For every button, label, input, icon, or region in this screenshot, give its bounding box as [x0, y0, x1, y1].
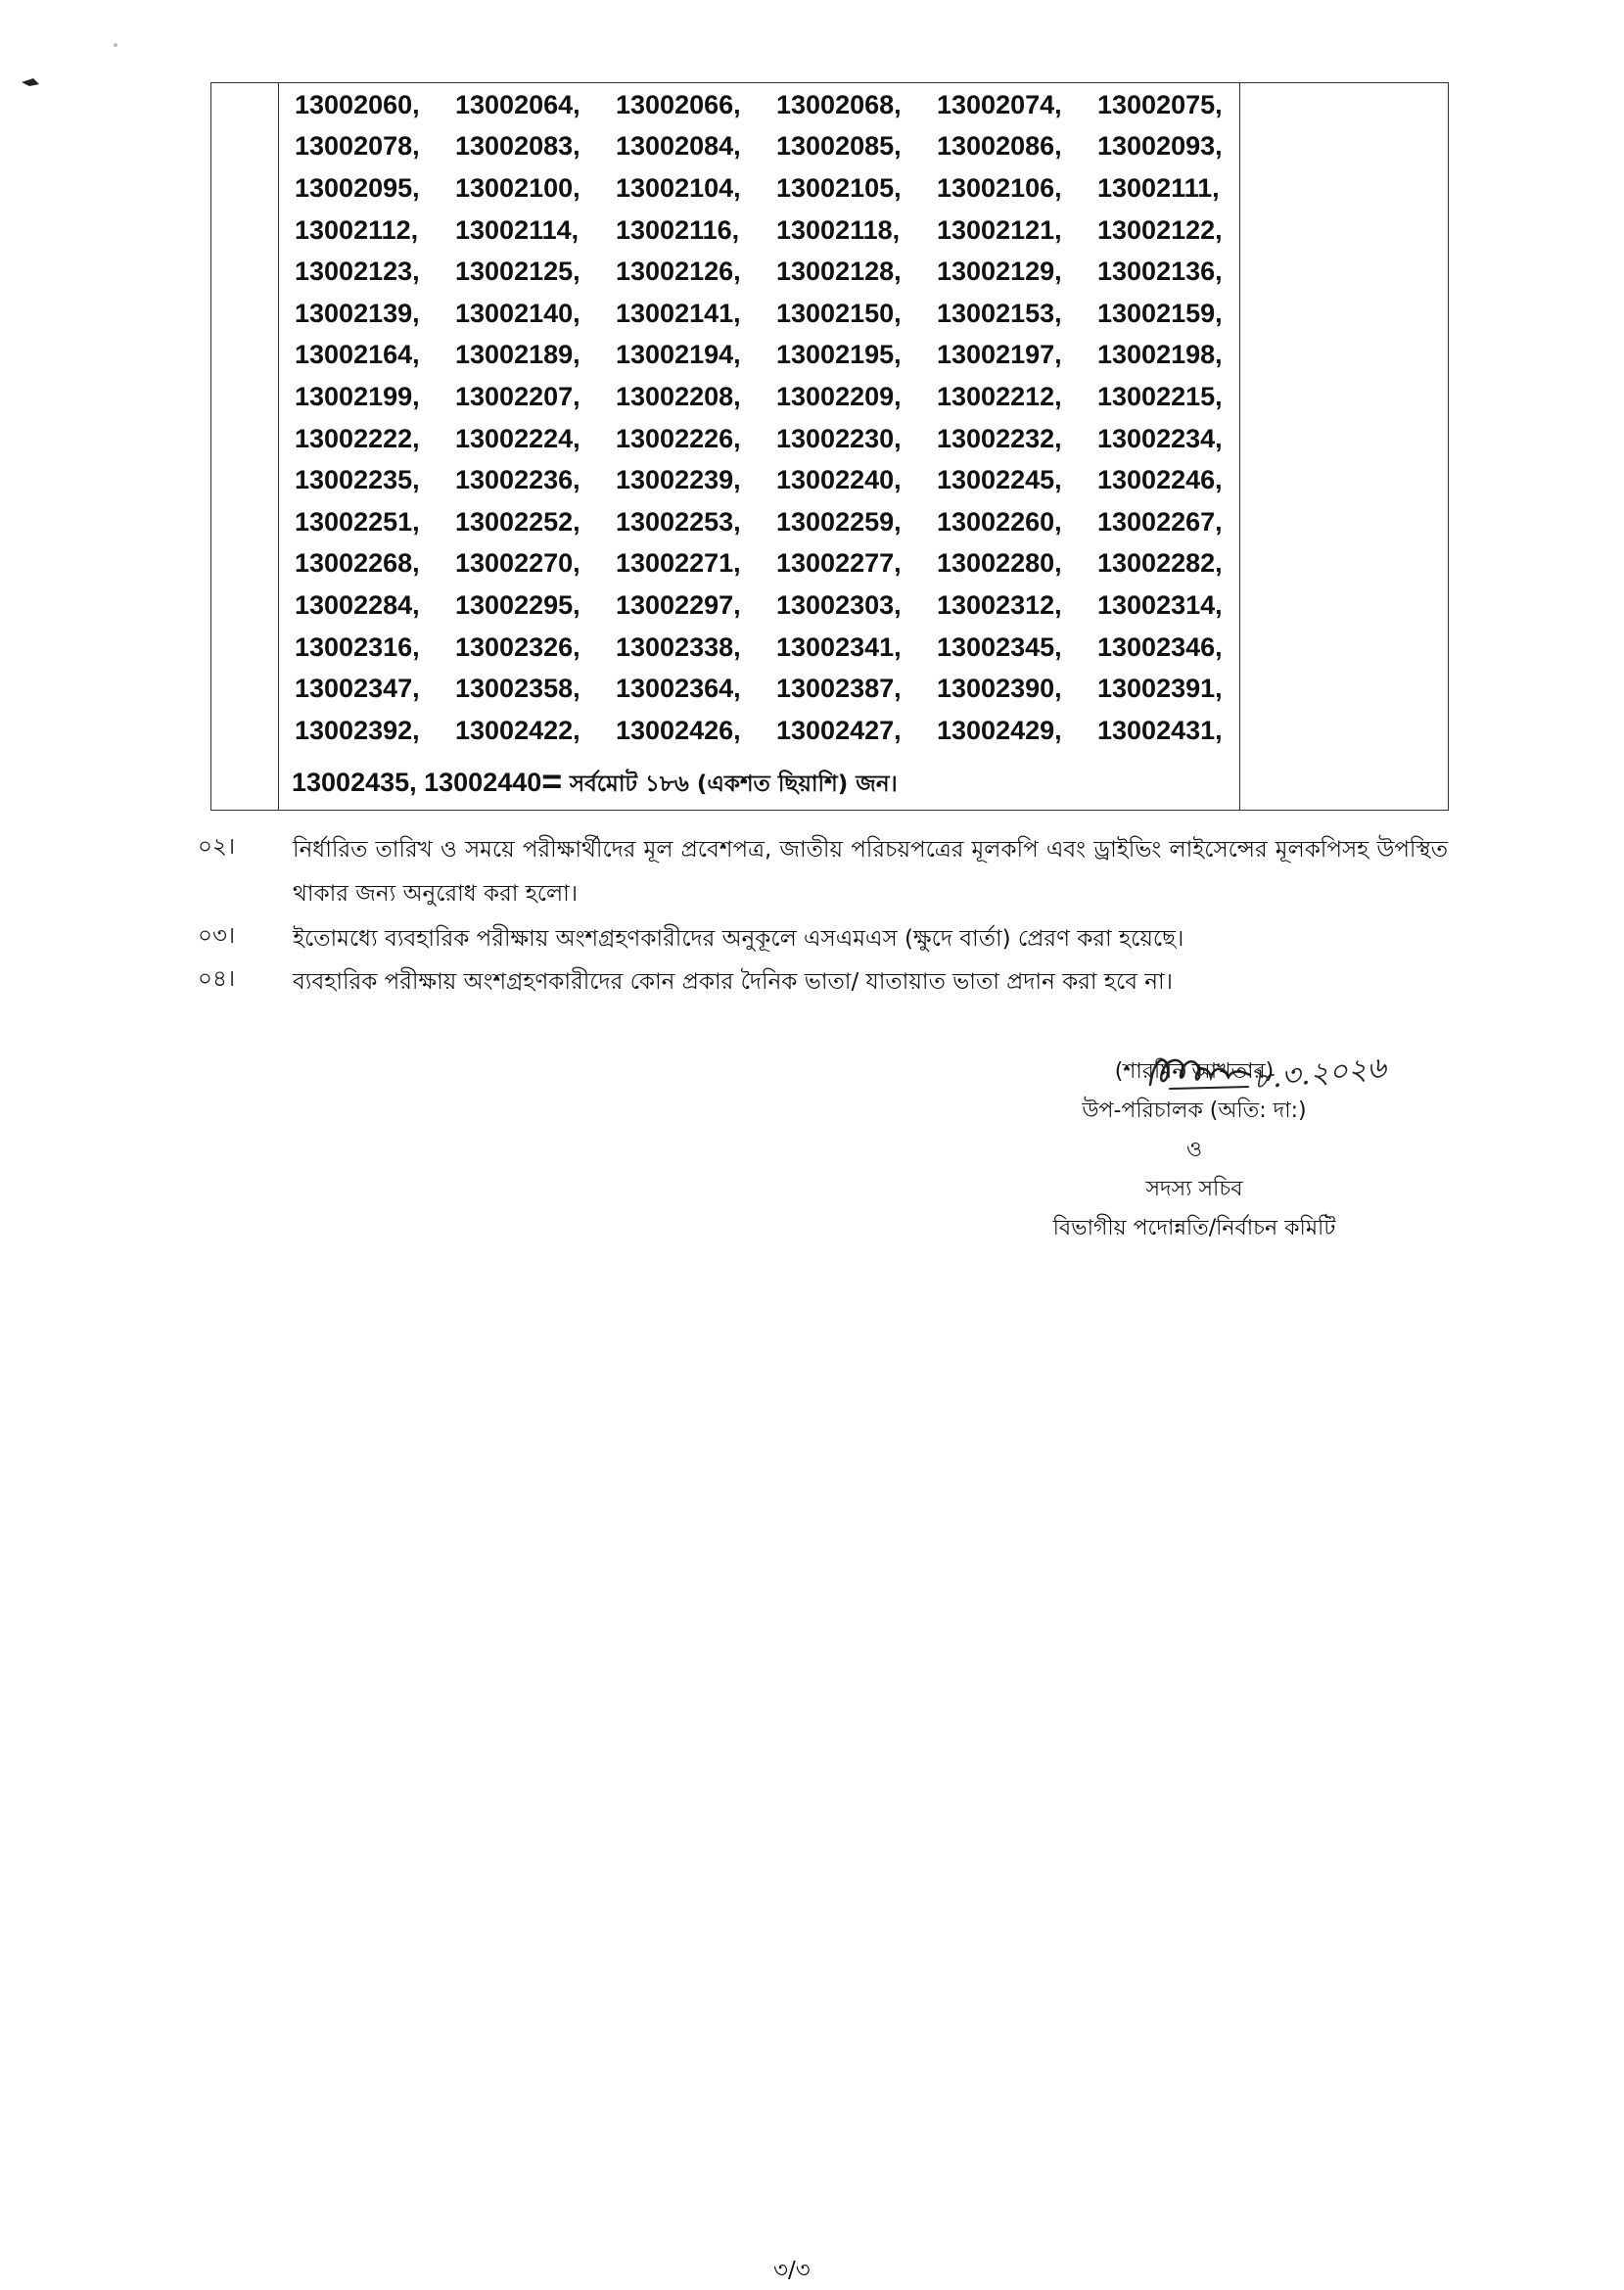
- roll-number-cell: 13002232,: [937, 423, 1062, 453]
- roll-number-cell: 13002234,: [1097, 423, 1223, 453]
- roll-number-cell: 13002207,: [455, 381, 580, 411]
- roll-number-cell: 13002392,: [295, 715, 420, 745]
- roll-number-cell: 13002303,: [776, 589, 902, 620]
- signature-date: ৮.৩.২০২৬: [1251, 1051, 1388, 1097]
- clause-number: ০৪।: [198, 966, 236, 992]
- roll-number-cell: 13002164,: [295, 340, 420, 370]
- roll-number-cell: 13002358,: [455, 674, 580, 704]
- roll-number-cell: 13002431,: [1097, 715, 1223, 745]
- roll-number-cell: 13002198,: [1097, 340, 1223, 370]
- signatory-role: সদস্য সচিব: [1145, 1177, 1243, 1201]
- total-summary: সর্বমোট ১৮৬ (একশত ছিয়াশি) জন।: [569, 771, 898, 797]
- roll-number-cell: 13002100,: [455, 172, 580, 203]
- roll-number-cell: 13002282,: [1097, 548, 1223, 579]
- roll-number-cell: 13002252,: [455, 506, 580, 537]
- roll-number-cell: 13002271,: [616, 548, 741, 579]
- roll-number-cell: 13002139,: [295, 298, 420, 328]
- page-number: ৩/৩: [773, 2258, 811, 2283]
- roll-number-cell: 13002277,: [776, 548, 902, 579]
- signature-block: [979, 1052, 1410, 1248]
- roll-number-cell: 13002111,: [1097, 172, 1220, 203]
- roll-number-cell: 13002316,: [295, 631, 420, 662]
- signatory-designation: উপ-পরিচালক (অতি: দা:): [1082, 1098, 1307, 1123]
- roll-number-cell: 13002236,: [455, 465, 580, 495]
- roll-number-cell: 13002426,: [616, 715, 741, 745]
- signatory-name: (শারমিন আখতার): [1114, 1059, 1275, 1084]
- roll-number-cell: 13002246,: [1097, 465, 1223, 495]
- roll-number-cell: 13002129,: [937, 257, 1062, 287]
- scan-speck: [114, 43, 117, 47]
- roll-number-cell: 13002116,: [616, 214, 740, 245]
- roll-number-cell: 13002112,: [295, 214, 419, 245]
- roll-number-cell: 13002199,: [295, 381, 420, 411]
- roll-number-cell: 13002066,: [616, 89, 741, 119]
- roll-number-cell: 13002136,: [1097, 257, 1223, 287]
- roll-number-cell: 13002239,: [616, 465, 741, 495]
- roll-number-cell: 13002280,: [937, 548, 1062, 579]
- roll-number-cell: 13002189,: [455, 340, 580, 370]
- roll-number-cell: 13002086,: [937, 131, 1062, 162]
- roll-number-cell: 13002153,: [937, 298, 1062, 328]
- roll-number-cell: 13002126,: [616, 257, 741, 287]
- roll-number-cell: 13002121,: [937, 214, 1062, 245]
- roll-number-cell: 13002150,: [776, 298, 902, 328]
- roll-number-grid: [295, 83, 1264, 752]
- roll-number-cell: 13002106,: [937, 172, 1062, 203]
- roll-number-cell: 13002230,: [776, 423, 902, 453]
- signatory-conjunction: ও: [1185, 1138, 1203, 1162]
- roll-number-cell: 13002074,: [937, 89, 1062, 119]
- roll-number-cell: 13002267,: [1097, 506, 1223, 537]
- table-column-divider: [278, 83, 279, 810]
- roll-number-cell: 13002195,: [776, 340, 902, 370]
- roll-number-cell: 13002093,: [1097, 131, 1223, 162]
- roll-number-cell: 13002197,: [937, 340, 1062, 370]
- roll-number-cell: 13002209,: [776, 381, 902, 411]
- roll-number-cell: 13002078,: [295, 131, 420, 162]
- clause-number: ০২।: [198, 834, 236, 860]
- roll-number-cell: 13002114,: [455, 214, 580, 245]
- roll-number-cell: 13002245,: [937, 465, 1062, 495]
- last-roll-numbers: 13002435, 13002440: [292, 768, 542, 797]
- roll-number-cell: 13002345,: [937, 631, 1062, 662]
- roll-number-cell: 13002194,: [616, 340, 741, 370]
- roll-number-cell: 13002068,: [776, 89, 902, 119]
- roll-number-cell: 13002284,: [295, 589, 420, 620]
- roll-number-cell: 13002083,: [455, 131, 580, 162]
- equals-sign: =: [541, 761, 563, 801]
- committee-name: বিভাগীয় পদোন্নতি/নির্বাচন কমিটি: [1052, 1216, 1336, 1240]
- roll-number-cell: 13002215,: [1097, 381, 1223, 411]
- roll-number-cell: 13002240,: [776, 465, 902, 495]
- roll-number-cell: 13002297,: [616, 589, 741, 620]
- roll-number-cell: 13002084,: [616, 131, 741, 162]
- roll-number-cell: 13002364,: [616, 674, 741, 704]
- roll-number-cell: 13002064,: [455, 89, 580, 119]
- roll-number-cell: 13002104,: [616, 172, 741, 203]
- roll-number-cell: 13002226,: [616, 423, 741, 453]
- roll-number-cell: 13002235,: [295, 465, 420, 495]
- roll-number-cell: 13002141,: [616, 298, 741, 328]
- roll-number-cell: 13002390,: [937, 674, 1062, 704]
- roll-number-cell: 13002122,: [1097, 214, 1223, 245]
- roll-number-cell: 13002259,: [776, 506, 902, 537]
- roll-number-cell: 13002346,: [1097, 631, 1223, 662]
- roll-number-cell: 13002270,: [455, 548, 580, 579]
- roll-number-cell: 13002295,: [455, 589, 580, 620]
- roll-number-cell: 13002253,: [616, 506, 741, 537]
- roll-number-cell: 13002060,: [295, 89, 420, 119]
- roll-number-cell: 13002347,: [295, 674, 420, 704]
- roll-number-cell: 13002314,: [1097, 589, 1223, 620]
- clause-text: ইতোমধ্যে ব্যবহারিক পরীক্ষায় অংশগ্রহণকারীদের অনুকূলে এসএমএস (ক্ষুদে বার্তা) প্রেরণ করা হয়েছে।: [293, 926, 1184, 952]
- roll-number-cell: 13002125,: [455, 257, 580, 287]
- scan-mark: [22, 78, 39, 86]
- roll-number-cell: 13002212,: [937, 381, 1062, 411]
- roll-number-cell: 13002422,: [455, 715, 580, 745]
- roll-number-cell: 13002312,: [937, 589, 1062, 620]
- roll-number-cell: 13002224,: [455, 423, 580, 453]
- roll-number-cell: 13002326,: [455, 631, 580, 662]
- clause-text: ব্যবহারিক পরীক্ষায় অংশগ্রহণকারীদের কোন প্রকার দৈনিক ভাতা/ যাতায়াত ভাতা প্রদান করা হবে না।: [293, 969, 1173, 995]
- roll-number-cell: 13002118,: [776, 214, 901, 245]
- roll-number-cell: 13002391,: [1097, 674, 1223, 704]
- roll-last-line: [292, 761, 898, 804]
- roll-number-cell: 13002260,: [937, 506, 1062, 537]
- roll-number-cell: 13002268,: [295, 548, 420, 579]
- roll-number-cell: 13002105,: [776, 172, 902, 203]
- roll-number-cell: 13002387,: [776, 674, 902, 704]
- roll-number-cell: 13002429,: [937, 715, 1062, 745]
- roll-number-cell: 13002140,: [455, 298, 580, 328]
- roll-number-cell: 13002208,: [616, 381, 741, 411]
- roll-number-cell: 13002341,: [776, 631, 902, 662]
- roll-number-cell: 13002159,: [1097, 298, 1223, 328]
- roll-number-cell: 13002251,: [295, 506, 420, 537]
- clause-text: নির্ধারিত তারিখ ও সময়ে পরীক্ষার্থীদের মূল প্রবেশপত্র, জাতীয় পরিচয়পত্রের মূলকপি এবং ড্রাইভিং লাইসেন্সের মূলকপিসহ উপস্থিত থাকার জন্য অনুরোধ করা হলো।: [293, 837, 1448, 907]
- roll-number-cell: 13002095,: [295, 172, 420, 203]
- roll-number-cell: 13002427,: [776, 715, 902, 745]
- roll-number-cell: 13002123,: [295, 257, 420, 287]
- roll-number-cell: 13002338,: [616, 631, 741, 662]
- roll-number-cell: 13002222,: [295, 423, 420, 453]
- roll-number-table: [210, 82, 1449, 811]
- roll-number-cell: 13002075,: [1097, 89, 1223, 119]
- clause-number: ০৩।: [198, 923, 236, 949]
- roll-number-cell: 13002128,: [776, 257, 902, 287]
- roll-number-cell: 13002085,: [776, 131, 902, 162]
